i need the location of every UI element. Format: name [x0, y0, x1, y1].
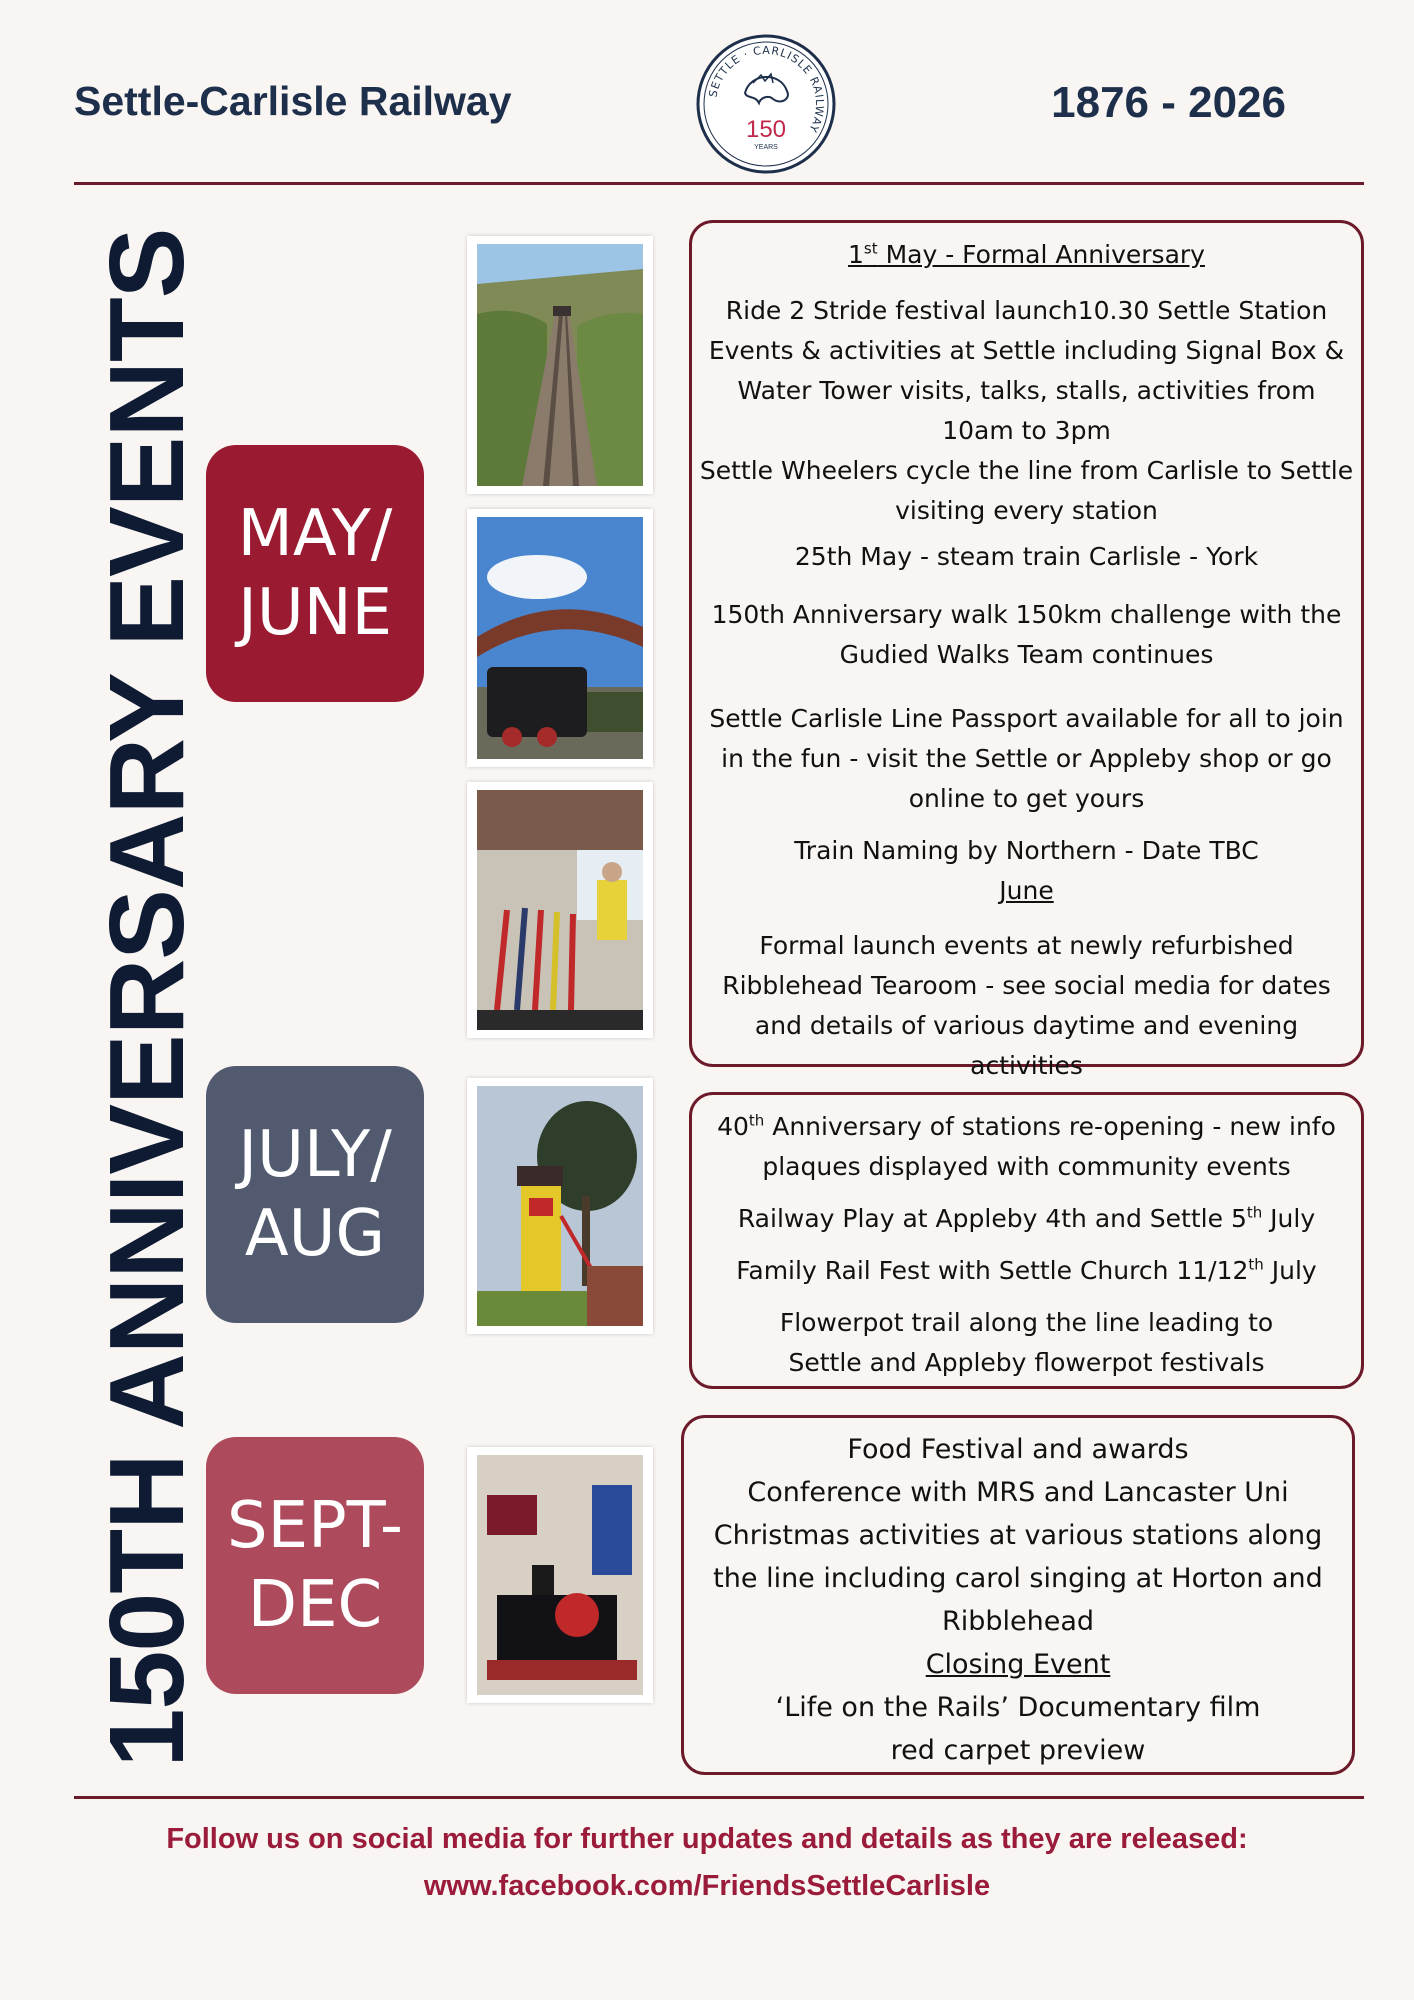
event-settle-activities: Events & activities at Settle including Signal Box & Water Tower visits, talks, stalls, activities from 10am to 3pm: [708, 336, 1345, 445]
logo-ring-text: SETTLE · CARLISLE RAILWAY: [706, 43, 827, 136]
facebook-link[interactable]: www.facebook.com/FriendsSettleCarlisle: [423, 1870, 991, 1902]
photo-railway-tunnel: [467, 236, 653, 494]
footer-message: Follow us on social media for further updates and details as they are released:: [166, 1823, 1248, 1855]
event-documentary-film: ‘Life on the Rails’ Documentary film: [775, 1692, 1261, 1723]
event-train-naming: Train Naming by Northern - Date TBC: [794, 836, 1259, 865]
event-steam-train: 25th May - steam train Carlisle - York: [794, 542, 1259, 571]
anniversary-years: 1876 - 2026: [1051, 78, 1286, 127]
may-june-events-box: [689, 220, 1364, 1080]
event-line-passport: Settle Carlisle Line Passport available for all to join in the fun - visit the Settle or Appleby shop or go online to get yours: [709, 704, 1344, 813]
badge-sept-dec: [206, 1437, 424, 1694]
logo-number: 150: [745, 116, 787, 143]
vertical-title: 150TH ANNIVERSARY EVENTS: [88, 228, 206, 1768]
closing-event-heading: Closing Event: [925, 1649, 1111, 1680]
event-flowerpot-trail: Flowerpot trail along the line leading to Settle and Appleby flowerpot festivals: [779, 1308, 1274, 1377]
event-settle-wheelers: Settle Wheelers cycle the line from Carlisle to Settle visiting every station: [699, 456, 1354, 525]
event-food-festival: Food Festival and awards: [847, 1434, 1189, 1465]
badge-sept-dec-line2: DEC: [247, 1567, 383, 1642]
event-railway-play: Railway Play at Appleby 4th and Settle 5th July: [737, 1203, 1316, 1233]
sept-dec-events-box: [681, 1415, 1355, 1775]
badge-july-aug-line2: AUG: [244, 1196, 386, 1271]
org-name: Settle-Carlisle Railway: [74, 78, 512, 124]
badge-july-aug: [206, 1066, 424, 1323]
badge-may-june-line1: MAY/: [237, 497, 393, 572]
photo-toy-locomotive-station: [467, 1447, 653, 1703]
header-divider: [74, 182, 1364, 185]
may-heading: 1st May - Formal Anniversary: [848, 239, 1205, 269]
railway-150-logo: [695, 33, 837, 175]
badge-may-june-line2: JUNE: [237, 575, 393, 650]
event-christmas-activities: Christmas activities at various stations along the line including carol singing at Horton and Ribblehead: [713, 1520, 1323, 1637]
badge-sept-dec-line1: SEPT-: [227, 1489, 403, 1564]
logo-sub: YEARS: [754, 144, 778, 151]
photo-steam-train-bridge: [467, 509, 653, 767]
event-conference: Conference with MRS and Lancaster Uni: [747, 1477, 1289, 1508]
event-anniversary-walk: 150th Anniversary walk 150km challenge with the Gudied Walks Team continues: [711, 600, 1342, 669]
event-red-carpet-preview: red carpet preview: [890, 1735, 1146, 1766]
event-stations-reopening: 40th Anniversary of stations re-opening - new info plaques displayed with community events: [717, 1111, 1336, 1181]
photo-yellow-signal-box: [467, 1078, 653, 1334]
photo-signal-box-levers: [467, 782, 653, 1038]
badge-may-june: [206, 445, 424, 702]
footer-divider: [74, 1796, 1364, 1799]
july-aug-events-box: [689, 1092, 1364, 1389]
badge-july-aug-line1: JULY/: [238, 1118, 392, 1193]
event-ribblehead-tearoom: Formal launch events at newly refurbished Ribblehead Tearoom - see social media for dates and details of various daytime and evening activities: [722, 931, 1331, 1080]
event-family-rail-fest: Family Rail Fest with Settle Church 11/12th July: [736, 1255, 1317, 1285]
june-heading: June: [999, 876, 1054, 905]
event-ride-2-stride: Ride 2 Stride festival launch10.30 Settle Station: [725, 296, 1328, 325]
